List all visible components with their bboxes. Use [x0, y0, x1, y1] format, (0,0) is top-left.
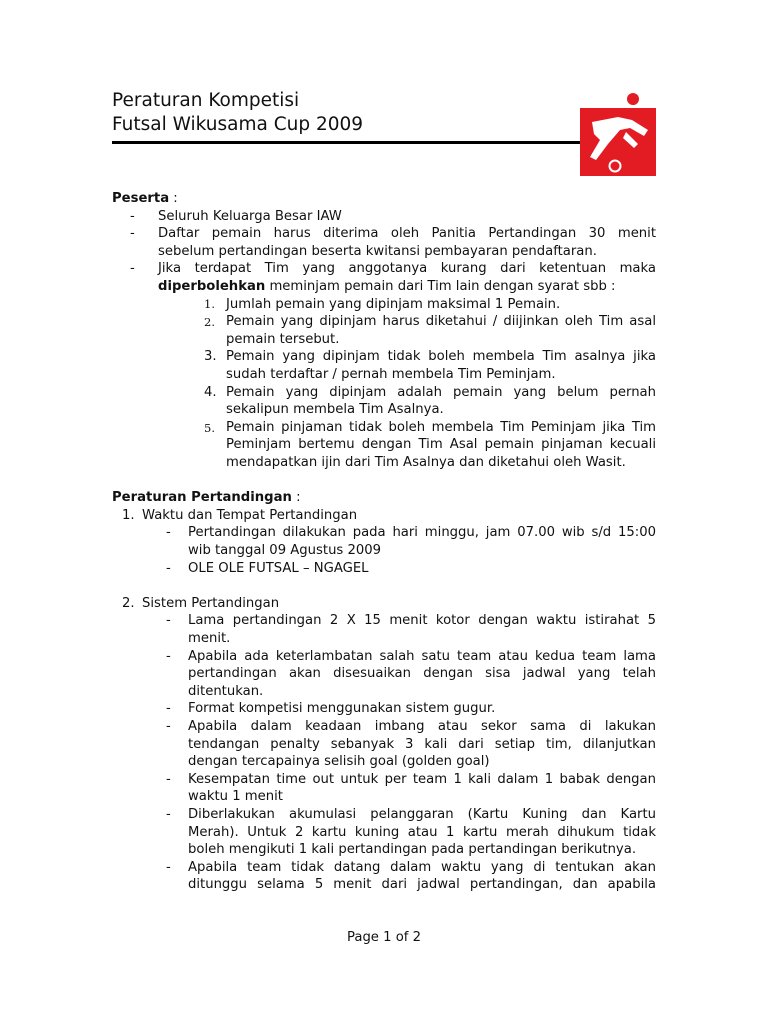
s2-line-5: ditentukan. [188, 683, 264, 699]
s2-line-11: waktu 1 menit [188, 789, 283, 805]
title-line-2: Futsal Wikusama Cup 2009 [112, 114, 364, 135]
section-1-number: 1. [122, 507, 135, 523]
logo-head [627, 93, 639, 105]
s2-line-9: dengan tercapainya selisih goal (golden goal) [188, 754, 490, 770]
s2-line-4: pertandingan akan disesuaikan dengan sisa jadwal yang telah [188, 666, 656, 682]
peserta-bullet-3-cont: diperbolehkan meminjam pemain dari Tim lain dengan syarat sbb : [158, 279, 616, 294]
s1-line-3: OLE OLE FUTSAL – NGAGEL [188, 560, 369, 576]
s1-line-1: Pertandingan dilakukan pada hari minggu, jam 07.00 wib s/d 15:00 [188, 525, 656, 541]
pertandingan-heading: Peraturan Pertandingan : [112, 490, 301, 506]
s2-line-13: Merah). Untuk 2 kartu kuning atau 1 kartu merah dihukum tidak [188, 824, 656, 840]
rule-4-line-1: Pemain yang dipinjam adalah pemain yang belum pernah [226, 384, 656, 400]
section-2-title: Sistem Pertandingan [142, 595, 280, 611]
peserta-bullet-1: Seluruh Keluarga Besar IAW [158, 208, 342, 224]
s1-line-2: wib tanggal 09 Agustus 2009 [188, 543, 382, 558]
rule-1-line-1: Jumlah pemain yang dipinjam maksimal 1 Pemain. [226, 296, 561, 312]
peserta-bullet-2-cont: sebelum pertandingan beserta kwitansi pembayaran pendaftaran. [158, 243, 597, 259]
s2-line-1: Lama pertandingan 2 X 15 menit kotor dengan waktu istirahat 5 [188, 613, 656, 629]
rule-4-number: 4. [204, 384, 217, 400]
s2-line-14: boleh mengikuti 1 kali pertandingan pada pertandingan berikutnya. [188, 842, 637, 858]
s2-line-10: Kesempatan time out untuk per team 1 kali dalam 1 babak dengan [188, 771, 656, 787]
rule-3-line-2: sudah terdaftar / pernah membela Tim Peminjam. [226, 367, 556, 382]
rule-5-number: 5. [204, 420, 215, 435]
s2-line-12: Diberlakukan akumulasi pelanggaran (Kartu Kuning dan Kartu [188, 807, 656, 822]
s2-line-3: Apabila ada keterlambatan salah satu team atau kedua team lama [188, 648, 656, 664]
s2-line-6: Format kompetisi menggunakan sistem gugur. [188, 701, 496, 717]
peserta-bullet-2: Daftar pemain harus diterima oleh Panitia Pertandingan 30 menit [158, 226, 656, 242]
section-2-number: 2. [122, 595, 135, 611]
s2-line-7: Apabila dalam keadaan imbang atau sekor sama di lakukan [188, 719, 656, 734]
rule-2-line-2: pemain tersebut. [226, 331, 340, 347]
page-number: Page 1 of 2 [347, 930, 421, 945]
title-line-1: Peraturan Kompetisi [112, 90, 300, 111]
rule-5-line-2: Peminjam bertemu dengan Tim Asal pemain pinjaman kecuali [226, 437, 656, 453]
rule-5-line-1: Pemain pinjaman tidak boleh membela Tim Peminjam jika Tim [226, 419, 656, 435]
futsal-player-kick-icon [580, 92, 656, 176]
rule-4-line-2: sekalipun membela Tim Asalnya. [226, 402, 444, 418]
rule-3-number: 3. [204, 349, 217, 365]
peserta-bullet-3: Jika terdapat Tim yang anggotanya kurang dari ketentuan maka [158, 261, 656, 277]
s2-line-2: menit. [188, 631, 231, 646]
rule-5-line-3: mendapatkan ijin dari Tim Asalnya dan diketahui oleh Wasit. [226, 455, 626, 470]
rule-1-number: 1. [204, 297, 215, 311]
section-1-title: Waktu dan Tempat Pertandingan [142, 507, 358, 523]
rule-2-number: 2. [204, 315, 215, 329]
title-underline [112, 141, 582, 144]
rule-2-line-1: Pemain yang dipinjam harus diketahui / diijinkan oleh Tim asal [226, 314, 656, 330]
document-page: Peraturan Kompetisi Futsal Wikusama Cup 2009 Peserta : - Seluruh Keluarga Besar IAW - Daftar pemain harus diterima oleh Panitia Pertandingan 30 menit sebelum pertandingan beserta kwitansi pembayaran pendaftaran. - Jika terdapat Tim yang anggotanya kurang dari ketentuan maka diperbolehkan meminjam pemain dari Tim lain dengan syarat sbb : 1. Jumlah pemain yang dipinjam maksimal 1 Pemain. 2. Pemain yang dipinjam harus diketahui / diijinkan oleh Tim asal pemain tersebut. 3. Pemain yang dipinjam tidak boleh membela Tim asalnya jika sudah terdaftar / pernah membela Tim Peminjam. 4. Pemain yang dipinjam adalah pemain yang belum pernah sekalipun membela Tim Asalnya. 5. Pemain pinjaman tidak boleh membela Tim Peminjam jika Tim Peminjam bertemu dengan Tim Asal pemain pinjaman kecuali mendapatkan ijin dari Tim Asalnya dan diketahui oleh Wasit. Peraturan Pertandingan : 1. Waktu dan Tempat Pertandingan - Pertandingan dilakukan pada hari minggu, jam 07.00 wib s/d 15:00 wib tanggal 09 Agustus 2009 - OLE OLE FUTSAL – NGAGEL 2. Sistem Pertandingan - Lama pertandingan 2 X 15 menit kotor dengan waktu istirahat 5 menit. - Apabila ada keterlambatan salah satu team atau kedua team lama pertandingan akan disesuaikan dengan sisa jadwal yang telah ditentukan. - Format kompetisi menggunakan sistem gugur. - Apabila dalam keadaan imbang atau sekor sama di lakukan tendangan penalty sebanyak 3 kali dari setiap tim, dilanjutkan dengan tercapainya selisih goal (golden goal) - Kesempatan time out untuk per team 1 kali dalam 1 babak dengan waktu 1 menit - Diberlakukan akumulasi pelanggaran (Kartu Kuning dan Kartu Merah). Untuk 2 kartu kuning atau 1 kartu merah dihukum tidak boleh mengikuti 1 kali pertandingan pada pertandingan berikutnya. - Apabila team tidak datang dalam waktu yang di tentukan akan ditunggu selama 5 menit dari jadwal pertandingan, dan apabila Page 1 of 2 [0, 0, 768, 1024]
peserta-heading: Peserta : [112, 191, 178, 206]
s2-line-15: Apabila team tidak datang dalam waktu yang di tentukan akan [188, 859, 656, 875]
s2-line-16: ditunggu selama 5 menit dari jadwal pertandingan, dan apabila [188, 877, 656, 893]
document-title [112, 89, 363, 137]
s2-line-8: tendangan penalty sebanyak 3 kali dari setiap tim, dilanjutkan [188, 736, 656, 752]
rule-3-line-1: Pemain yang dipinjam tidak boleh membela Tim asalnya jika [226, 349, 656, 365]
